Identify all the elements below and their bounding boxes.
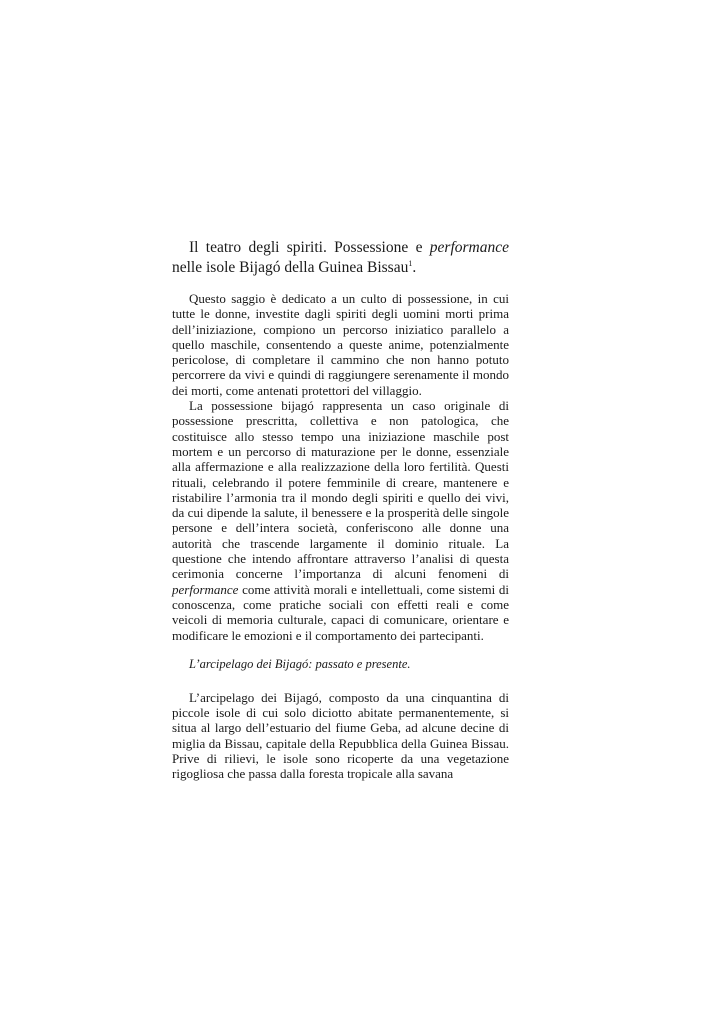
paragraph-possession-text-b: come attività morali e intellettuali, come sistemi di conoscenza, come pratiche sociali con effetti reali e come veicoli di memoria culturale, capaci di comunicare, orientare e modificare le emozioni e il comportamento dei partecipanti.: [172, 581, 509, 643]
paragraph-possession-emphasis: performance: [172, 581, 239, 597]
paragraph-archipelago: L’arcipelago dei Bijagó, composto da una cinquantina di piccole isole di cui solo diciotto abitate permanentemente, si situa al largo dell’estuario del fiume Geba, ad alcune decine di miglia da Bissau, capitale della Repubblica della Guinea Bissau. Prive di rilievi, le isole sono ricoperte da una vegetazione rigogliosa che passa dalla foresta tropicale alla savana: [172, 689, 509, 782]
title-end: .: [412, 259, 417, 276]
section-heading: L’arcipelago dei Bijagó: passato e presente.: [189, 656, 411, 671]
title-part-2: nelle isole Bijagó della Guinea Bissau: [172, 259, 409, 276]
footnote-marker: 1: [408, 258, 413, 268]
paragraph-possession: [172, 398, 509, 643]
article-title: [172, 238, 509, 278]
paragraph-intro: Questo saggio è dedicato a un culto di possessione, in cui tutte le donne, investite dagli spiriti degli uomini morti prima dell’iniziazione, compiono un percorso iniziatico parallelo a quello maschile, consentendo a queste anime, potenzialmente pericolose, di completare il cammino che non hanno potuto percorrere da vivi e quindi di raggiungere serenamente il mondo dei morti, come antenati protettori del villaggio.: [172, 291, 509, 398]
paragraph-possession-text-a: La possessione bijagó rappresenta un caso originale di possessione prescritta, collettiva e non patologica, che costituisce allo stesso tempo una iniziazione maschile post mortem e un percorso di maturazione per le donne, essenziale alla affermazione e alla realizzazione della loro fertilità. Questi rituali, celebrando il potere femminile di creare, mantenere e ristabilire l’armonia tra il mondo degli spiriti e quello dei vivi, da cui dipende la salute, il benessere e la prosperità delle singole persone e dell’intera società, conferiscono alle donne una autorità che trascende largamente il dominio rituale. La questione che intendo affrontare attraverso l’analisi di questa cerimonia concerne l’importanza di alcuni fenomeni di: [172, 398, 509, 582]
title-part-1: Il teatro degli spiriti. Possessione e: [189, 239, 430, 256]
title-emphasis: performance: [429, 239, 509, 256]
document-page: [172, 238, 509, 782]
